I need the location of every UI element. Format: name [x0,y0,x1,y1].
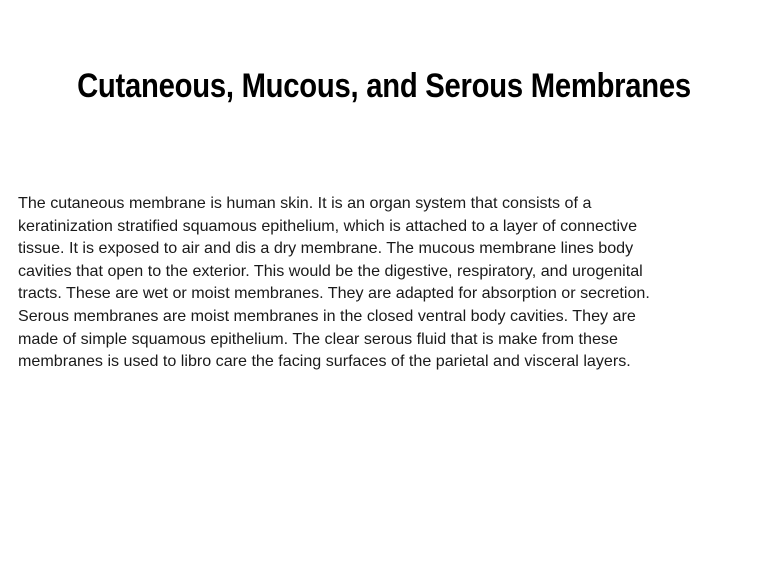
slide-body-text [18,192,758,373]
slide-title: Cutaneous, Mucous, and Serous Membranes [77,67,691,105]
body-line: cavities that open to the exterior. This would be the digestive, respiratory, and urogenital [18,261,643,280]
body-line: The cutaneous membrane is human skin. It is an organ system that consists of a [18,194,592,212]
body-line: Serous membranes are moist membranes in the closed ventral body cavities. They are [18,306,636,325]
body-line: tracts. These are wet or moist membranes. They are adapted for absorption or secretion. [18,284,650,303]
body-line: tissue. It is exposed to air and dis a dry membrane. The mucous membrane lines body [18,239,634,258]
body-line: made of simple squamous epithelium. The clear serous fluid that is make from these [18,329,618,348]
body-line: keratinization stratified squamous epithelium, which is attached to a layer of connective [18,216,638,235]
body-line: membranes is used to libro care the facing surfaces of the parietal and visceral layers. [18,352,631,371]
